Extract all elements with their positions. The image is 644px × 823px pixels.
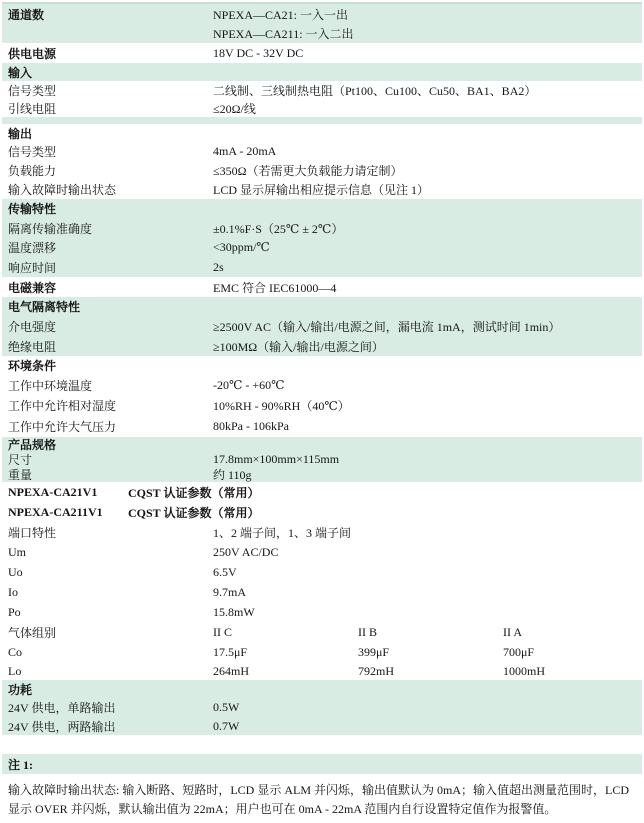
spec-value: 18V DC - 32V DC [213, 45, 304, 60]
spec-value: 10%RH - 90%RH（40℃） [213, 398, 350, 413]
section-title: 传输特性 [8, 202, 57, 216]
spec-label: Uo [8, 564, 23, 579]
spec-label: 端口特性 [8, 525, 57, 540]
spec-label: 24V 供电，单路输出 [8, 701, 116, 715]
spec-value: ≥2500V AC（输入/输出/电源之间，漏电流 1mA，测试时间 1min） [213, 319, 561, 334]
table-row [2, 582, 642, 602]
section-title: 输出 [8, 126, 33, 141]
spec-label: Lo [8, 663, 22, 678]
table-row [2, 602, 642, 622]
table-row [2, 142, 642, 161]
section-header-row [2, 680, 642, 698]
table-row [2, 467, 642, 482]
spacer-row [2, 117, 642, 124]
table-row [2, 622, 642, 642]
table-row [2, 218, 642, 238]
table-row [2, 336, 642, 356]
table-row [2, 4, 642, 24]
note-title: 注 1: [8, 757, 33, 772]
spec-label: 工作中允许大气压力 [8, 419, 117, 434]
spec-label: 负载能力 [8, 164, 57, 178]
spec-label: Io [8, 584, 18, 599]
cert-title-row [2, 482, 642, 502]
table-row [2, 522, 642, 542]
spec-value: 9.7mA [213, 584, 246, 599]
spec-label: 信号类型 [8, 84, 57, 98]
section-header-row [2, 437, 642, 452]
spec-label: Po [8, 604, 21, 619]
spec-value: NPEXA—CA21: 一入一出 [213, 7, 349, 22]
spec-label: Co [8, 644, 23, 659]
table-row [2, 415, 642, 437]
model-name: NPEXA-CA21V1 [8, 484, 98, 499]
spec-value: 4mA - 20mA [213, 144, 277, 158]
spec-value: 0.7W [213, 718, 240, 733]
table-row [2, 375, 642, 395]
spec-label: 引线电阻 [8, 102, 57, 116]
table-row [2, 642, 642, 662]
section-header-row [2, 124, 642, 142]
spec-value: 17.5μF [213, 644, 248, 659]
spec-label: 工作中环境温度 [8, 378, 93, 393]
cert-title-row [2, 502, 642, 522]
spec-label: 通道数 [8, 7, 45, 22]
section-header-row [2, 356, 642, 375]
table-row [2, 562, 642, 582]
spec-label: 24V 供电，两路输出 [8, 719, 116, 734]
cert-title: CQST 认证参数（常用） [128, 505, 260, 520]
note-body [2, 774, 642, 819]
model-name: NPEXA-CA211V1 [8, 504, 103, 519]
spec-value: 264mH [213, 663, 249, 678]
spec-label: 尺寸 [8, 453, 33, 467]
spec-value: 399μF [358, 644, 390, 659]
spec-value: ≥100MΩ（输入/输出/电源之间） [213, 339, 384, 354]
section-title: 功耗 [8, 682, 33, 697]
spec-value: 1、2 端子间，1、3 端子间 [213, 525, 352, 540]
spec-label: 绝缘电阻 [8, 339, 57, 354]
table-row [2, 542, 642, 562]
spec-value: 250V AC/DC [213, 544, 279, 559]
section-header-row [2, 297, 642, 316]
spec-value: II B [358, 624, 377, 639]
spec-label: 重量 [8, 468, 33, 482]
spec-label: 介电强度 [8, 319, 57, 334]
spec-value: LCD 显示屏输出相应提示信息（见注 1） [213, 183, 430, 197]
spec-value: 1000mH [503, 663, 545, 678]
section-header-row [2, 199, 642, 218]
spec-table [2, 2, 642, 735]
spec-label: 供电电源 [8, 46, 57, 61]
spec-value: II C [213, 624, 232, 639]
spec-label: 工作中允许相对湿度 [8, 398, 117, 413]
table-row [2, 316, 642, 336]
cert-title: CQST 认证参数（常用） [128, 485, 260, 500]
note-section [2, 754, 642, 819]
table-row [2, 43, 642, 63]
spec-value: 6.5V [213, 564, 237, 579]
spec-value: NPEXA—CA211: 一入二出 [213, 27, 354, 41]
spec-value: 约 110g [213, 468, 252, 482]
table-row [2, 81, 642, 100]
spec-value: <30ppm/℃ [213, 240, 270, 254]
table-row [2, 24, 642, 43]
note-text-line-2: 显示 OVER 并闪烁，默认输出值为 22mA；用户也可在 0mA - 22mA 范围内自行设置特定值作为报警值。 [8, 802, 557, 816]
spec-value: EMC 符合 IEC61000—4 [213, 280, 337, 295]
spec-label: Um [8, 544, 26, 559]
table-row [2, 238, 642, 257]
section-title: 产品规格 [8, 438, 57, 452]
table-row [2, 161, 642, 180]
spec-label: 温度漂移 [8, 241, 57, 255]
note-text-line-1: 输入故障时输出状态: 输入断路、短路时，LCD 显示 ALM 并闪烁，输出值默认为 0mA；输入值超出测量范围时，LCD [8, 783, 630, 797]
table-row [2, 180, 642, 199]
table-row [2, 395, 642, 415]
spec-value: 二线制、三线制热电阻（Pt100、Cu100、Cu50、BA1、BA2） [213, 84, 537, 98]
spec-label: 响应时间 [8, 260, 57, 275]
spec-value: 17.8mm×100mm×115mm [213, 452, 340, 466]
spec-value: 792mH [358, 663, 394, 678]
section-header-row [2, 63, 642, 81]
spec-label: 输入故障时输出状态 [8, 183, 117, 197]
table-row [2, 717, 642, 735]
table-row [2, 662, 642, 680]
spec-value: ≤20Ω/线 [213, 102, 256, 116]
note-title-bar [2, 754, 642, 774]
table-row [2, 100, 642, 117]
spec-value: 2s [213, 259, 224, 274]
table-row [2, 277, 642, 297]
table-row [2, 257, 642, 277]
spec-label: 隔离传输准确度 [8, 221, 93, 236]
section-title: 环境条件 [8, 359, 57, 373]
spec-value: 80kPa - 106kPa [213, 418, 289, 433]
spec-value: -20℃ - +60℃ [213, 377, 285, 392]
spec-label: 气体组别 [8, 625, 57, 640]
section-title: 输入 [8, 65, 33, 80]
section-title: 电气隔离特性 [8, 300, 81, 314]
spec-value: ±0.1%F·S（25℃ ± 2℃） [213, 221, 344, 236]
table-row [2, 452, 642, 467]
spec-value: 700μF [503, 644, 535, 659]
spec-label: 信号类型 [8, 145, 57, 159]
spec-value: 15.8mW [213, 604, 255, 619]
spec-value: II A [503, 624, 522, 639]
spec-value: 0.5W [213, 700, 240, 714]
table-row [2, 698, 642, 717]
spec-label: 电磁兼容 [8, 280, 57, 295]
spec-value: ≤350Ω（若需更大负载能力请定制） [213, 164, 403, 178]
